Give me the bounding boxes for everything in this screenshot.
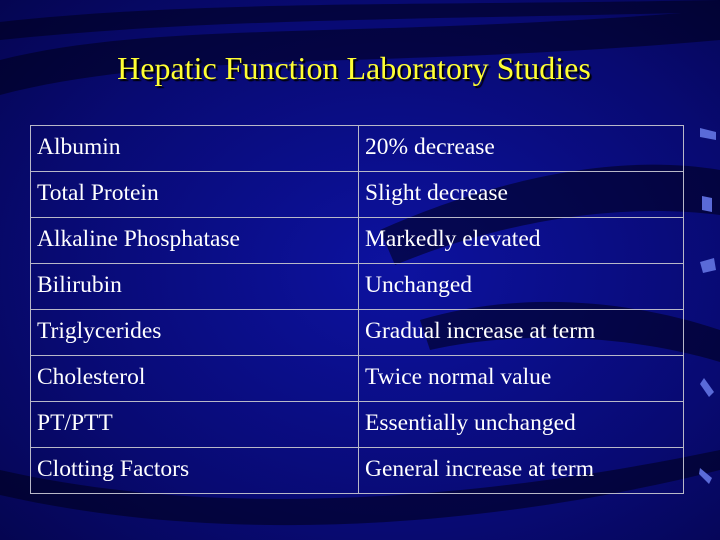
test-change-cell: 20% decrease — [359, 126, 684, 172]
test-change-cell: Essentially unchanged — [359, 402, 684, 448]
table-row — [31, 264, 684, 310]
test-change-cell: Gradual increase at term — [359, 310, 684, 356]
test-name-cell: Albumin — [31, 126, 359, 172]
test-change-cell: Twice normal value — [359, 356, 684, 402]
table-row — [31, 126, 684, 172]
table-row — [31, 402, 684, 448]
test-change-cell: Markedly elevated — [359, 218, 684, 264]
test-name-cell: PT/PTT — [31, 402, 359, 448]
test-name-cell: Bilirubin — [31, 264, 359, 310]
test-name-cell: Triglycerides — [31, 310, 359, 356]
lab-studies-table — [30, 125, 684, 494]
test-name-cell: Total Protein — [31, 172, 359, 218]
table-row — [31, 356, 684, 402]
test-change-cell: General increase at term — [359, 448, 684, 494]
table-row — [31, 218, 684, 264]
test-name-cell: Cholesterol — [31, 356, 359, 402]
test-change-cell: Unchanged — [359, 264, 684, 310]
table-row — [31, 448, 684, 494]
table-row — [31, 172, 684, 218]
table-row — [31, 310, 684, 356]
test-change-cell: Slight decrease — [359, 172, 684, 218]
test-name-cell: Alkaline Phosphatase — [31, 218, 359, 264]
slide-title: Hepatic Function Laboratory Studies — [117, 50, 591, 86]
test-name-cell: Clotting Factors — [31, 448, 359, 494]
